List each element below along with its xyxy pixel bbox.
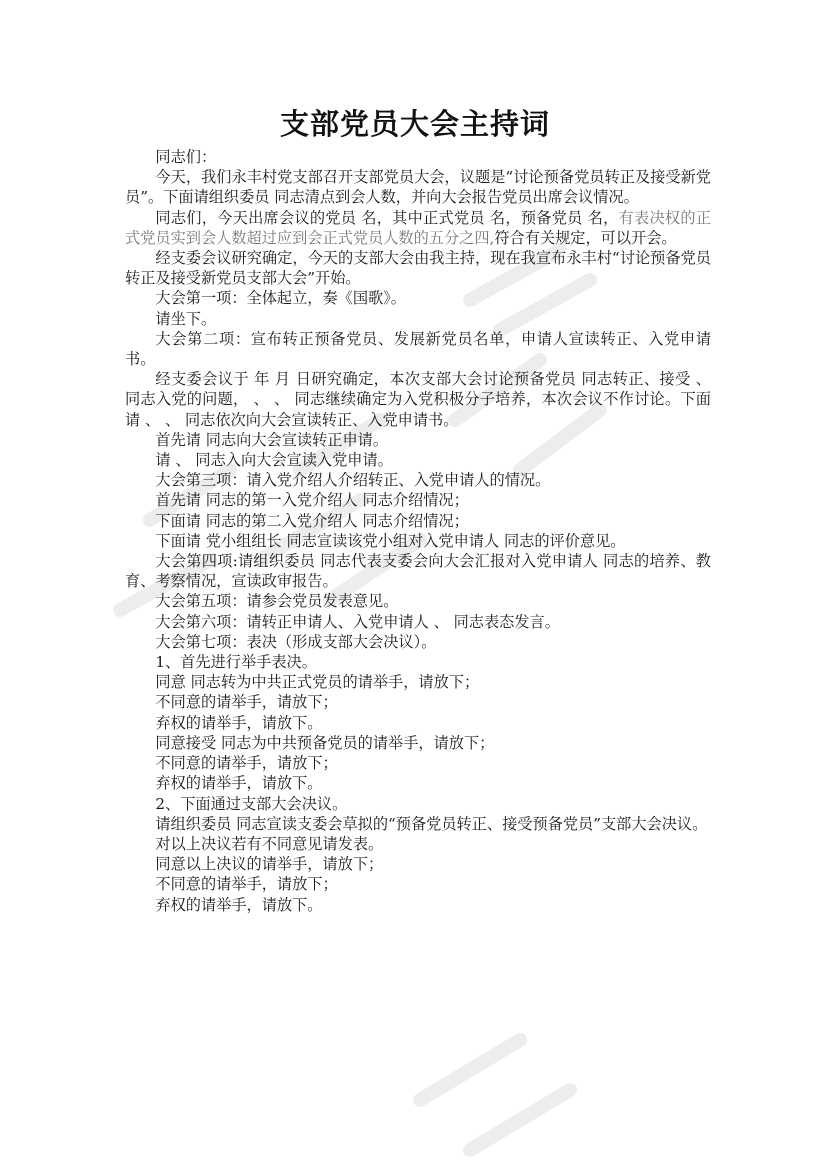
paragraph: 请组织委员 同志宣读支委会草拟的“预备党员转正、接受预备党员”支部大会决议。: [155, 814, 708, 833]
paragraph: 大会第五项：请参会党员发表意见。: [155, 592, 399, 611]
paragraph: 首先请 同志的第一入党介绍人 同志介绍情况；: [155, 491, 469, 510]
document-title: 支部党员大会主持词: [279, 107, 550, 141]
paragraph: 弃权的请举手，请放下。: [155, 774, 323, 793]
paragraph: 同意以上决议的请举手，请放下；: [155, 855, 384, 874]
paragraph: 大会第四项:请组织委员 同志代表支委会向大会汇报对入党申请人 同志的培养、教育、考察情况，宣读政审报告。: [125, 552, 711, 591]
paragraph: 弃权的请举手，请放下。: [155, 713, 323, 732]
document-body: [125, 147, 711, 915]
paragraph: 对以上决议若有不同意见请发表。: [155, 834, 384, 853]
paragraph: 今天，我们永丰村党支部召开支部党员大会，议题是“讨论预备党员转正及接受新党员”。下面请组织委员 同志清点到会人数，并向大会报告党员出席会议情况。: [125, 168, 711, 207]
paragraph: 同志们：: [155, 148, 217, 166]
paragraph: 不同意的请举手，请放下；: [155, 875, 338, 894]
paragraph: 大会第一项：全体起立，奏《国歌》。: [155, 289, 406, 308]
paragraph-segment-highlight: 有表决权的正式党员实到会人数超过应到会正式党员人数的五分之四,: [125, 208, 712, 247]
paragraph: 大会第六项：请转正申请人、入党申请人 、 同志表态发言。: [155, 612, 560, 631]
paragraph: 2、下面通过支部大会决议。: [155, 794, 348, 813]
paragraph: 下面请 党小组组长 同志宣读该党小组对入党申请人 同志的评价意见。: [155, 531, 626, 550]
paragraph: [125, 208, 711, 248]
paragraph: 经支委会议研究确定，今天的支部大会由我主持，现在我宣布永丰村“讨论预备党员转正及接受新党员支部大会”开始。: [125, 249, 711, 288]
paragraph-segment: 符合有关规定，可以开会。: [494, 228, 677, 247]
paragraph: 下面请 同志的第二入党介绍人 同志介绍情况；: [155, 511, 469, 530]
paragraph: 请坐下。: [155, 309, 217, 328]
paragraph: 同意接受 同志为中共预备党员的请举手，请放下；: [155, 733, 495, 752]
paragraph: 大会第七项：表决（形成支部大会决议）。: [155, 632, 437, 651]
paragraph: 1、首先进行举手表决。: [155, 653, 317, 672]
paragraph: 同意 同志转为中共正式党员的请举手，请放下；: [155, 673, 480, 692]
paragraph: 首先请 同志向大会宣读转正申请。: [155, 430, 389, 449]
paragraph: 不同意的请举手，请放下；: [155, 754, 338, 773]
paragraph: 弃权的请举手，请放下。: [155, 895, 323, 914]
paragraph: 不同意的请举手，请放下；: [155, 693, 338, 712]
paragraph: 大会第三项：请入党介绍人介绍转正、入党申请人的情况。: [155, 471, 551, 490]
paragraph: 经支委会议于 年 月 日研究确定，本次支部大会讨论预备党员 同志转正、接受 、 同志入党的问题， 、 、 同志继续确定为入党积极分子培养，本次会议不作讨论。下面请 、 、 同志依次向大会宣读转正、入党申请书。: [125, 370, 711, 429]
paragraph: 请 、 同志入向大会宣读入党申请。: [155, 451, 393, 470]
paragraph: 大会第二项：宣布转正预备党员、发展新党员名单，申请人宣读转正、入党申请书。: [125, 329, 711, 369]
paragraph-segment: 同志们，今天出席会议的党员 名，其中正式党员 名，预备党员 名，: [155, 208, 619, 227]
